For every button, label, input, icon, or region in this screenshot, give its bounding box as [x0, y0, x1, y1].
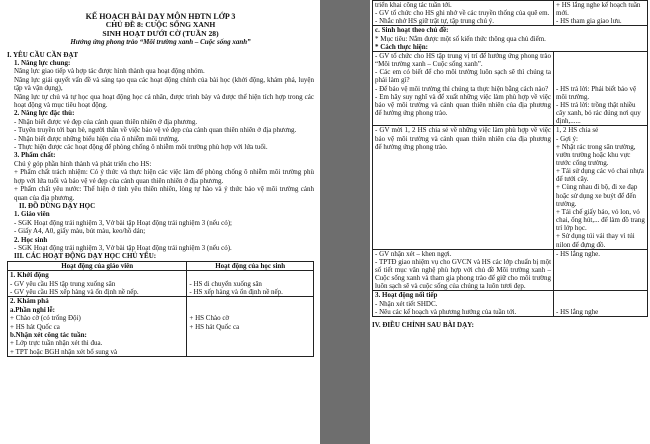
table-row: [373, 249, 648, 291]
subsection-1-3: 3. Phẩm chất:: [14, 151, 56, 160]
cell-line: + HS Chào cờ: [189, 314, 230, 323]
cell-line: + Tái chế giấy báo, vỏ lon, vỏ chai, ống hút,... để làm đồ trang trí lớp học.: [556, 207, 645, 233]
cell-line: - Nhắc nhở HS giữ trật tự, tập trung chú ý.: [375, 17, 494, 26]
cell-line: + Lớp trực tuần nhận xét thi đua.: [10, 339, 103, 348]
cell-line: - Để bảo vệ môi trường thì chúng ta thực hiện bằng cách nào?: [375, 84, 549, 93]
section-4-heading: IV. ĐIỀU CHỈNH SAU BÀI DẠY:: [372, 320, 474, 329]
table-header-row: [8, 261, 314, 270]
list-item: + Phẩm chất trách nhiệm: Có ý thức và thực hiện các việc làm để phòng chống ô nhiễm môi trường phù hợp với lứa tuổi và bảo vệ vẻ đẹp của cảnh quan thiên nhiên ở địa phương.: [14, 168, 314, 185]
cell-line: - GV nhận xét – khen ngợi.: [375, 249, 452, 258]
table-cell: [373, 26, 648, 51]
table-row: [373, 51, 648, 125]
list-item: - Nhận biết được những biểu hiện của ô nhiễm môi trường.: [14, 134, 180, 143]
cell-line: - Gợi ý:: [556, 134, 578, 143]
title-line-1: KẾ HOẠCH BÀI DẠY MÔN HĐTN LỚP 3: [85, 12, 236, 21]
list-item: - SGK Hoạt động trải nghiệm 3, Vở bài tập Hoạt động trải nghiệm 3 (nếu có);: [14, 218, 233, 227]
cell-line: - HS trả lời: Phải biết bảo vệ môi trường.: [556, 84, 637, 101]
activity-table-continued: [372, 0, 648, 317]
left-page: [0, 0, 320, 444]
table-cell: [554, 249, 648, 291]
table-cell: [554, 126, 648, 249]
cell-line: - TPTĐ giao nhiệm vụ cho GVCN và HS các lớp chuẩn bị một số tiết mục văn nghệ phù hợp với chủ đề Môi trường xanh – Cuộc sống xanh và tham gia phong trào để giữ cho môi trường luôn sạch sẽ và cuộc sống của chúng ta luôn tươi đẹp.: [375, 257, 552, 291]
table-cell: [373, 1, 554, 26]
table-cell: [554, 51, 648, 125]
list-item: + Phẩm chất yêu nước: Thể hiện ở tình yêu thiên nhiên, lòng tự hào và ý thức bảo vệ môi trường cảnh quan của địa phương.: [14, 185, 314, 202]
cell-line: - GV tổ chức cho HS ghi nhớ về các truyền thống của quê em.: [375, 9, 550, 18]
page-gap: [320, 0, 370, 444]
cell-line: - GV yêu cầu HS xếp hàng và ổn định nề nếp.: [10, 287, 139, 296]
cell-line: - GV mời 1, 2 HS chia sẻ về những việc làm phù hợp về việc bảo vệ môi trường và cảnh quan thiên nhiên của địa phương để hưởng ứng phong trào.: [375, 126, 551, 151]
cell-line: + TPT hoặc BGH nhận xét bổ sung và: [10, 347, 118, 356]
row-subheading: a.Phần nghi lễ:: [10, 305, 55, 314]
column-header-teacher: Hoạt động của giáo viên: [8, 261, 187, 270]
row-heading: 2. Khám phá: [10, 297, 49, 306]
list-item: - Nhận biết được vẻ đẹp của cảnh quan thiên nhiên ở địa phương.: [14, 117, 198, 126]
list-item: - Thực hiện được các hoạt động để phòng chống ô nhiễm môi trường phù hợp với lứa tuổi.: [14, 143, 268, 152]
list-item: Chú ý góp phần hình thành và phát triển cho HS:: [14, 159, 152, 168]
list-item: - Giấy A4, A0, giấy màu, bút màu, keo/hồ dán;: [14, 227, 146, 236]
table-cell: [554, 291, 648, 316]
row-subheading: b.Nhận xét công tác tuần:: [10, 331, 87, 339]
subsection-1-1: 1. Năng lực chung:: [14, 59, 71, 67]
table-cell: [373, 51, 554, 125]
list-item: - Tuyên truyền tới bạn bè, người thân về việc bảo vệ vẻ đẹp của cảnh quan thiên nhiên ở địa phương.: [14, 126, 297, 135]
right-page: [370, 0, 650, 444]
cell-line: - HS lắng nghe: [556, 307, 599, 316]
cell-line: + Nhặt rác trong sân trường, vườn trường hoặc khu vực trước cổng trường.: [556, 142, 636, 167]
cell-line: - HS di chuyển xuống sân: [189, 279, 262, 288]
row-heading: 3. Hoạt động nối tiếp: [375, 291, 438, 300]
table-row: [373, 291, 648, 316]
cell-line: + Tái sử dụng các vỏ chai nhựa để tưới cây.: [556, 167, 644, 184]
list-c: [7, 160, 314, 202]
cell-line: triển khai công tác tuần tới.: [375, 1, 452, 9]
row-heading: c. Sinh hoạt theo chủ đề:: [375, 26, 449, 35]
table-row: [373, 1, 648, 26]
cell-line: - Các em có biết để cho môi trường luôn sạch sẽ thì chúng ta phải làm gì?: [375, 68, 551, 85]
cell-line: - Em hãy suy nghĩ và để xuất những việc làm phù hợp về việc bảo vệ môi trường và cảnh quan thiên nhiên của địa phương để hưởng ứng phong trào.: [375, 92, 551, 118]
table-cell: [373, 126, 554, 249]
table-cell: [187, 271, 314, 297]
row-subheading: * Cách thực hiện:: [375, 42, 429, 51]
table-row: [373, 126, 648, 249]
cell-line: + HS lắng nghe kế hoạch tuần mới.: [556, 1, 641, 18]
table-row: [8, 271, 314, 297]
section-1-heading: I. YÊU CẦU CẦN ĐẠT: [7, 50, 79, 59]
subsection-1-2: 2. Năng lực đặc thù:: [14, 109, 75, 118]
cell-line: - HS trả lời: trồng thật nhiều cây xanh, bỏ rác đúng nơi quy định,......: [556, 100, 641, 126]
list-item: Năng lực giao tiếp và hợp tác được hình thành qua hoạt động nhóm.: [14, 67, 205, 76]
table-row: [373, 26, 648, 51]
list-a: [7, 67, 314, 109]
table-row: [8, 297, 314, 357]
subsection-2-2: 2. Học sinh: [14, 235, 48, 244]
table-cell: [187, 297, 314, 357]
row-heading: 1. Khởi động: [10, 271, 49, 280]
section-2-heading: II. ĐỒ DÙNG DẠY HỌC: [19, 201, 96, 210]
table-cell: [8, 271, 187, 297]
list-item: - SGK Hoạt động trải nghiệm 3, Vở bài tập Hoạt động trải nghiệm 3 (nếu có).: [14, 243, 232, 252]
cell-line: - HS lắng nghe.: [556, 249, 600, 258]
cell-line: + Sử dụng túi vải thay vì túi nilon để đựng đồ.: [556, 232, 635, 249]
cell-line: + Cùng nhau đi bộ, đi xe đạp hoặc sử dụng xe buýt để đến trường.: [556, 183, 638, 208]
table-cell: [8, 297, 187, 357]
column-header-student: Hoạt động của học sinh: [187, 261, 314, 270]
cell-line: - GV tổ chức cho HS tập trung vị trí để hưởng ứng phong trào “Môi trường xanh – Cuộc sống xanh”.: [375, 51, 551, 69]
list-item: Năng lực giải quyết vấn đề và sáng tạo qua các hoạt động chính của bài học (khởi động, khám phá, luyện tập và vận dụng),: [14, 75, 314, 93]
cell-line: 1, 2 HS chia sẻ: [556, 126, 599, 135]
subsection-2-1: 1. Giáo viên: [14, 210, 50, 219]
section-3-heading: III. CÁC HOẠT ĐỘNG DẠY HỌC CHỦ YẾU:: [14, 252, 157, 261]
table-cell: [373, 291, 554, 316]
list-b: [7, 118, 314, 152]
cell-line: + HS hát Quốc ca: [10, 322, 60, 331]
cell-line: - Nhận xét tiết SHDC.: [375, 299, 438, 308]
cell-line: - HS xếp hàng và ổn định nề nếp.: [189, 287, 283, 296]
activity-table: [7, 261, 314, 357]
cell-line: + Chào cờ (có trống Đội): [10, 314, 81, 323]
cell-line: - GV yêu cầu HS tập trung xuống sân: [10, 279, 116, 288]
cell-line: - Nêu các kế hoạch và phương hướng của tuần tới.: [375, 307, 517, 316]
cell-line: - HS tham gia giao lưu.: [556, 17, 622, 26]
title-line-2: CHỦ ĐỀ 8: CUỘC SỐNG XANH: [105, 20, 216, 29]
list-item: Năng lực tự chủ và tự học qua hoạt động học cá nhân, được trình bày và được thể hiện tích hợp trong các hoạt động và mục tiêu hoạt động.: [14, 92, 314, 110]
title-line-3: SINH HOẠT DƯỚI CỜ (TUẦN 28): [102, 28, 219, 38]
cell-line: + HS hát Quốc ca: [189, 322, 240, 331]
cell-line: * Mục tiêu: Nắm được một số kiến thức thông qua chủ điểm.: [375, 34, 546, 43]
table-cell: [373, 249, 554, 291]
subtitle: Hưởng ứng phong trào “Môi trường xanh – Cuộc sống xanh”: [70, 38, 251, 47]
table-cell: [554, 1, 648, 26]
